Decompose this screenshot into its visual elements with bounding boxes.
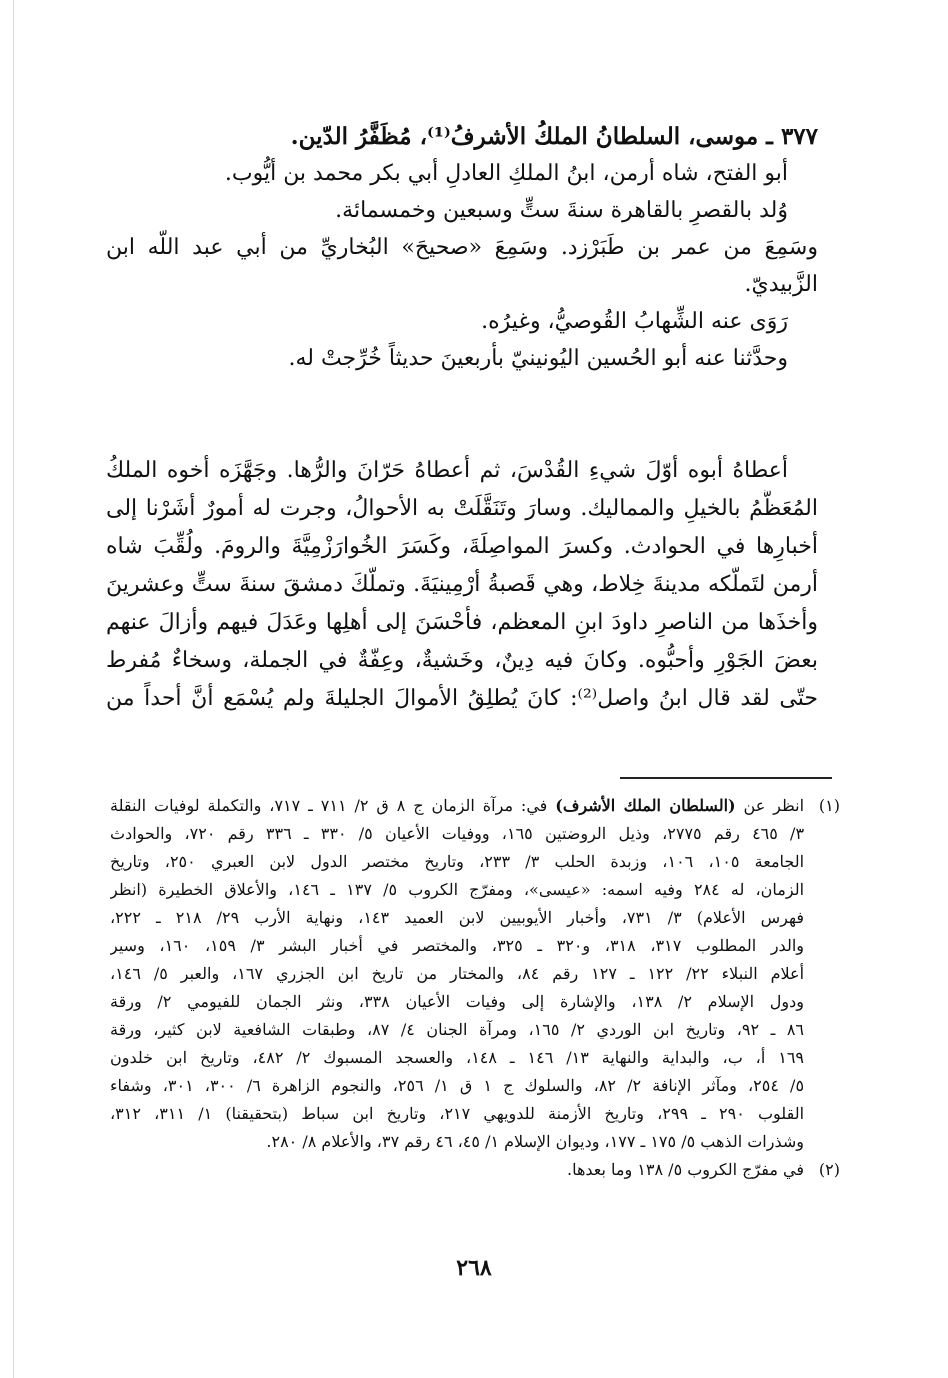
footnote-line: ١٦٩ أ، ب، والبداية والنهاية ١٣/ ١٤٦ ـ ١٤٨، والعسجد المسبوك ٢/ ٤٨٢، وتاريخ ابن خلدون [110, 1048, 804, 1067]
footnote-body [110, 1156, 804, 1184]
footnote-line: في مفرّج الكروب ٥/ ١٣٨ وما بعدها. [566, 1160, 804, 1179]
footnotes [110, 792, 840, 1184]
page-number: ٢٦٨ [456, 1255, 492, 1281]
entry-line: رَوَى عنه الشِّهابُ القُوصيُّ، وغيرُه. [481, 309, 788, 334]
footnote-text: في: مرآة الزمان ج ٨ ق ٢/ ٧١١ ـ ٧١٧، والتكملة لوفيات النقلة [110, 796, 548, 815]
entry-line: وحدَّثنا عنه أبو الحُسين اليُونينيّ بأربعينَ حديثاً خُرِّجتْ له. [288, 346, 788, 371]
page-edge-line [13, 0, 14, 1378]
entry-heading: ٣٧٧ ـ موسى، السلطانُ الملكُ الأشرفُ⁽¹⁾، مُظَفَّرُ الدّين. [290, 123, 818, 150]
biography-entry [106, 118, 818, 377]
biography-paragraph [106, 452, 818, 718]
footnote-line: أعلام النبلاء ٢٢/ ١٢٢ ـ ١٢٧ رقم ٨٤، والمختار من تاريخ ابن الجزري ١٦٧، والعبر ٥/ ١٤٦، [110, 964, 804, 983]
paragraph-line: وأخذَها من الناصرِ داودَ ابنِ المعظم، فأحْسَنَ إلى أهلِها وعَدَلَ فيهم وأزالَ عنهم [106, 610, 818, 635]
footnote-line: الزمان، له ٢٨٤ وفيه اسمه: «عيسى»، ومفرّج الكروب ٥/ ١٣٧ ـ ١٤٦، والأعلاق الخطيرة (انظر [110, 880, 804, 899]
paragraph-line: أخبارِها في الحوادث. وكسرَ المواصِلَةَ، وكَسَرَ الخُوارَزْمِيَّةَ والرومَ. ولُقِّبَ شاه [106, 534, 818, 559]
footnote-line: القلوب ٢٩٠ ـ ٢٩٩، وتاريخ الأزمنة للدويهي ٢١٧، وتاريخ ابن سباط (بتحقيقنا) ١/ ٣١١، ٣١٢، [110, 1104, 804, 1123]
footnote-subject: (السلطان الملك الأشرف) [555, 796, 736, 815]
footnote-line: ٨٦ ـ ٩٢، وتاريخ ابن الوردي ٢/ ١٦٥، ومرآة الجنان ٤/ ٨٧، وطبقات الشافعية لابن كثير، ورقة [110, 1020, 804, 1039]
footnote-2 [110, 1156, 840, 1184]
footnote-body [110, 792, 804, 1156]
footnote-line: وشذرات الذهب ٥/ ١٧٥ ـ ١٧٧، وديوان الإسلام ١/ ٤٥، ٤٦ رقم ٣٧، والأعلام ٨/ ٢٨٠. [266, 1132, 804, 1151]
paragraph-line: أعطاهُ أبوه أوّلَ شيءِ القُدْسَ، ثم أعطاهُ حَرّانَ والرُّها. وجَهَّزَه أخوه الملكُ [106, 458, 788, 483]
footnote-separator [620, 777, 832, 779]
footnote-1 [110, 792, 840, 1156]
footnote-line: فهرس الأعلام) ٣/ ٧٣١، وأخبار الأيوبيين لابن العميد ١٤٣، ونهاية الأرب ٢٩/ ٢١٨ ـ ٢٢٢، [110, 908, 804, 927]
footnote-number: (٢) [818, 1160, 840, 1179]
footnote-line: ٥/ ٢٥٤، ومآثر الإنافة ٢/ ٨٢، والسلوك ج ١ ق ١/ ٢٥٦، والنجوم الزاهرة ٦/ ٣٠٠، ٣٠١، وشفاء [110, 1076, 804, 1095]
paragraph-line: حتّى لقد قال ابنُ واصل⁽²⁾: كانَ يُطلِقُ الأموالَ الجليلةَ ولم يُسْمَع أنَّ أحداً من [106, 686, 818, 711]
paragraph-line: بعضَ الجَوْرِ وأحبُّوه. وكانَ فيه دِينٌ، وخَشيةٌ، وعِفّةٌ في الجملة، وسخاءٌ مُفرط [106, 648, 818, 673]
entry-line: أبو الفتح، شاه أرمن، ابنُ الملكِ العادلِ أبي بكر محمد بن أيُّوب. [224, 161, 788, 186]
entry-line: الزَّبيديّ. [744, 272, 818, 297]
entry-line: وسَمِعَ من عمر بن طَبَرْزد. وسَمِعَ «صحيحَ» البُخاريِّ من أبي عبد اللّه ابن [106, 235, 818, 260]
footnote-lead: انظر عن [743, 796, 804, 815]
entry-line: وُلد بالقصرِ بالقاهرة سنةَ ستٍّ وسبعين وخمسمائة. [335, 198, 788, 223]
footnote-line: والدر المطلوب ٣١٧، ٣١٨، و٣٢٠ ـ ٣٢٥، والمختصر في أخبار البشر ٣/ ١٥٩، ١٦٠، وسير [110, 936, 804, 955]
footnote-line [110, 792, 804, 820]
footnote-line: ودول الإسلام ٢/ ١٣٨، والإشارة إلى وفيات الأعيان ٣٣٨، ونثر الجمان للفيومي ٢/ ورقة [110, 992, 804, 1011]
paragraph-line: أرمن لتَملّكه مدينةَ خِلاط، وهي قَصبةُ أرْمِينيَةَ. وتملّكَ دمشقَ سنةَ ستٍّ وعشرينَ [106, 572, 818, 597]
footnote-line: الجامعة ١٠٥، ١٠٦، وزبدة الحلب ٣/ ٢٣٣، وتاريخ مختصر الدول لابن العبري ٢٥٠، وتاريخ [110, 852, 804, 871]
footnote-line: ٣/ ٤٦٥ رقم ٢٧٧٥، وذيل الروضتين ١٦٥، ووفيات الأعيان ٥/ ٣٣٠ ـ ٣٣٦ رقم ٧٢٠، والحوادث [110, 824, 804, 843]
paragraph-line: المُعَظَّمُ بالخيلِ والمماليك. وسارَ وتَنَقَّلَتْ به الأحوالُ، وجرت له أمورٌ أشَرْنا إلى [106, 496, 818, 521]
footnote-number: (١) [818, 796, 840, 815]
